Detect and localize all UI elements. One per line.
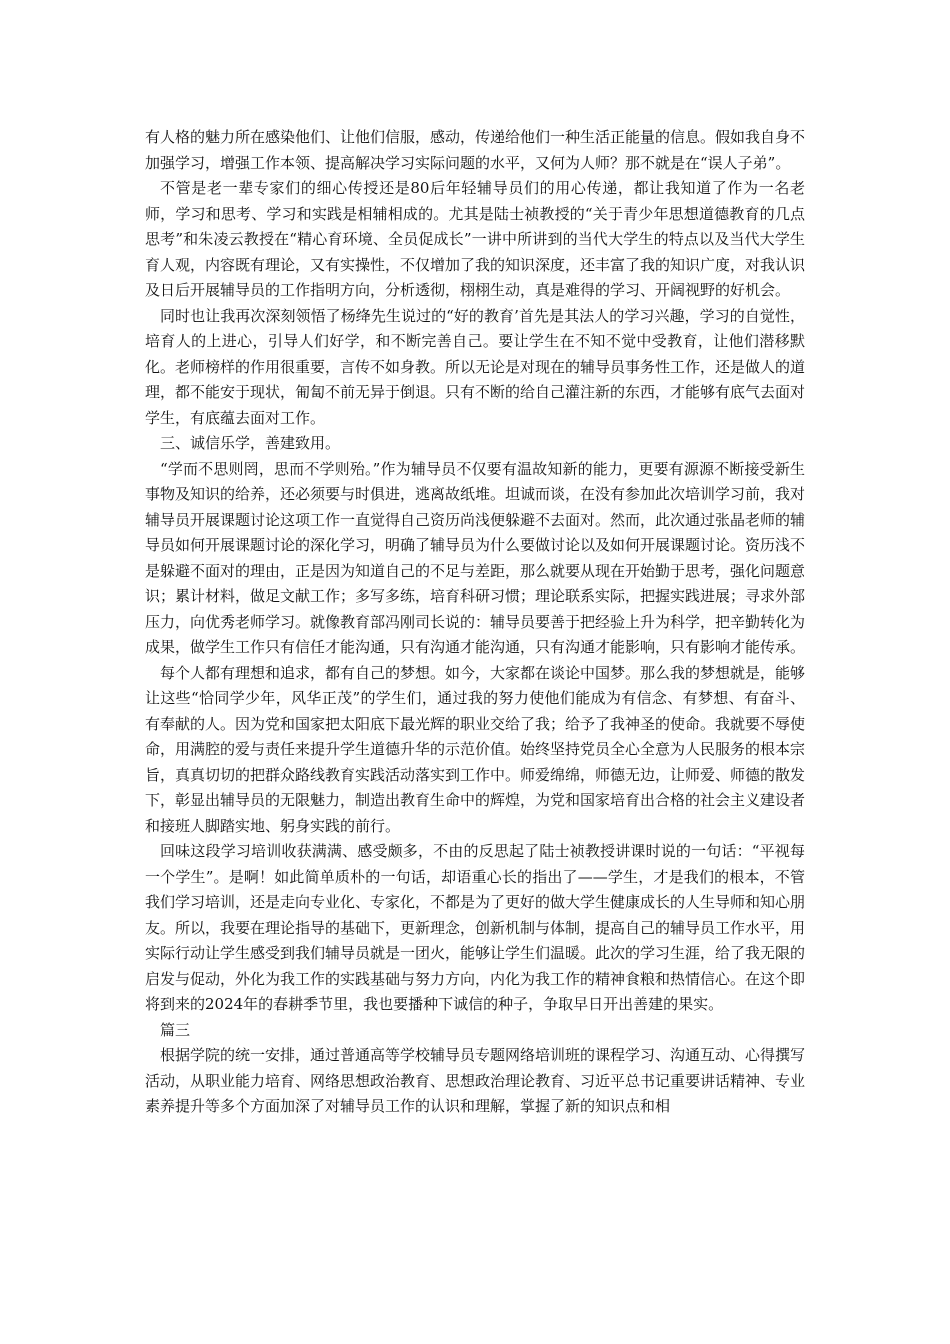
paragraph: 根据学院的统一安排，通过普通高等学校辅导员专题网络培训班的课程学习、沟通互动、心得撰写活动，从职业能力培育、网络思想政治教育、思想政治理论教育、习近平总书记重要讲话精神、专业素养提升等多个方面加深了对辅导员工作的认识和理解，掌握了新的知识点和相 [145, 1046, 806, 1115]
paragraph: “学而不思则罔，思而不学则殆。”作为辅导员不仅要有温故知新的能力，更要有源源不断接受新生事物及知识的给养，还必须要与时俱进，逃离故纸堆。坦诚而谈，在没有参加此次培训学习前，我对辅导员开展课题讨论这项工作一直觉得自己资历尚浅便躲避不去面对。然而，此次通过张晶老师的辅导员如何开展课题讨论的深化学习，明确了辅导员为什么要做讨论以及如何开展课题讨论。资历浅不是躲避不面对的理由，正是因为知道自己的不足与差距，那么就要从现在开始勤于思考，强化问题意识；累计材料，做足文献工作；多写多练，培育科研习惯；理论联系实际，把握实践进展；寻求外部压力，向优秀老师学习。就像教育部冯刚司长说的：辅导员要善于把经验上升为科学，把辛勤转化为成果，做学生工作只有信任才能沟通，只有沟通才能沟通，只有沟通才能影响，只有影响才能传承。 [145, 459, 806, 656]
section-heading: 三、诚信乐学，善建致用。 [160, 434, 341, 452]
document-page [145, 125, 805, 1120]
paragraph: 回味这段学习培训收获满满、感受颇多，不由的反思起了陆士祯教授讲课时说的一句话：“平视每一个学生”。是啊！如此简单质朴的一句话，却语重心长的指出了——学生，才是我们的根本，不管我们学习培训，还是走向专业化、专家化，不都是为了更好的做大学生健康成长的人生导师和知心朋友。所以，我要在理论指导的基础下，更新理念，创新机制与体制，提高自己的辅导员工作水平，用实际行动让学生感受到我们辅导员就是一团火，能够让学生们温暖。此次的学习生涯，给了我无限的启发与促动，外化为我工作的实践基础与努力方向，内化为我工作的精神食粮和热情信心。在这个即将到来的2024年的春耕季节里，我也要播种下诚信的种子，争取早日开出善建的果实。 [145, 842, 806, 1013]
part-heading: 篇三 [160, 1020, 191, 1039]
paragraph: 每个人都有理想和追求，都有自己的梦想。如今，大家都在谈论中国梦。那么我的梦想就是，能够让这些“恰同学少年，风华正茂”的学生们，通过我的努力使他们能成为有信念、有梦想、有奋斗、有奉献的人。因为党和国家把太阳底下最光辉的职业交给了我；给予了我神圣的使命。我就要不辱使命，用满腔的爱与责任来提升学生道德升华的示范价值。始终坚持党员全心全意为人民服务的根本宗旨，真真切切的把群众路线教育实践活动落实到工作中。师爱绵绵，师德无边，让师爱、师德的散发下，彰显出辅导员的无限魅力，制造出教育生命中的辉煌，为党和国家培育出合格的社会主义建设者和接班人脚踏实地、躬身实践的前行。 [145, 663, 806, 835]
paragraph-continuation: 有人格的魅力所在感染他们、让他们信服，感动，传递给他们一种生活正能量的信息。假如我自身不加强学习，增强工作本领、提高解决学习实际问题的水平，又何为人师？那不就是在“误人子弟”。 [145, 128, 806, 172]
paragraph: 同时也让我再次深刻领悟了杨绛先生说过的“好的教育’首先是其法人的学习兴趣，学习的自觉性，培育人的上进心，引导人们好学，和不断完善自己。要让学生在不知不觉中受教育，让他们潜移默化。老师榜样的作用很重要，言传不如身教。所以无论是对现在的辅导员事务性工作，还是做人的道理，都不能安于现状，匍匐不前无异于倒退。只有不断的给自己灌注新的东西，才能够有底气去面对学生，有底蕴去面对工作。 [145, 306, 806, 427]
paragraph: 不管是老一辈专家们的细心传授还是80后年轻辅导员们的用心传递，都让我知道了作为一名老师，学习和思考、学习和实践是相辅相成的。尤其是陆士祯教授的“关于青少年思想道德教育的几点思考”和朱凌云教授在“精心育环境、全员促成长”一讲中所讲到的当代大学生的特点以及当代大学生育人观，内容既有理论，又有实操性，不仅增加了我的知识深度，还丰富了我的知识广度，对我认识及日后开展辅导员的工作指明方向，分析透彻，栩栩生动，真是难得的学习、开阔视野的好机会。 [145, 179, 806, 299]
